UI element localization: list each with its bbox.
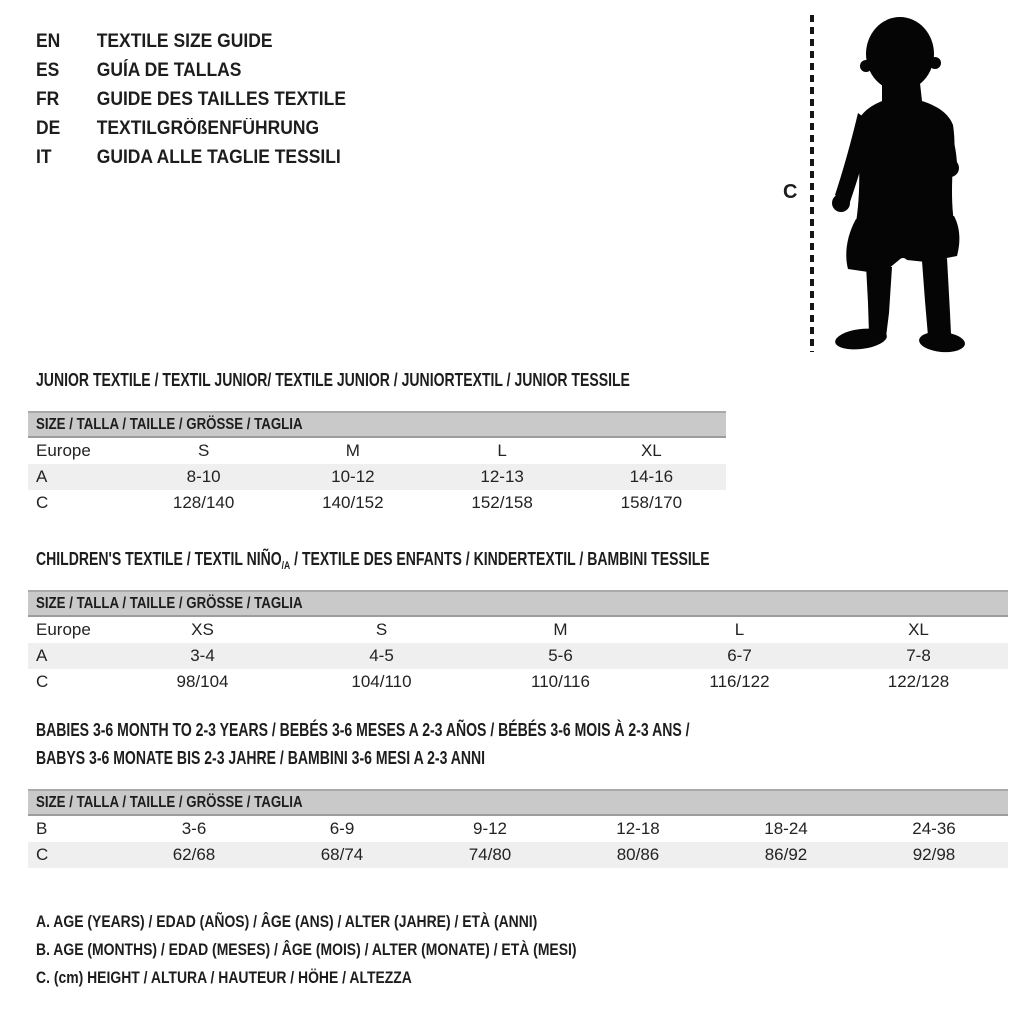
size-header-band — [28, 789, 1008, 816]
row-label: A — [36, 467, 48, 486]
language-code: EN — [36, 31, 61, 52]
row-label: Europe — [36, 620, 91, 639]
table-row-height — [28, 669, 1008, 695]
age-cell: 4-5 — [369, 646, 394, 665]
age-cell: 18-24 — [764, 819, 808, 838]
size-cell: S — [375, 620, 388, 639]
language-code: FR — [36, 89, 60, 110]
age-cell: 12-13 — [480, 467, 524, 486]
table-row-europe — [28, 617, 1008, 643]
babies-section-title-line2: BABYS 3-6 MONATE BIS 2-3 JAHRE / BAMBINI 3-6 MESI A 2-3 ANNI — [36, 748, 486, 768]
height-reference-dotted-line — [810, 15, 814, 352]
language-code: DE — [36, 118, 61, 139]
language-row-en — [36, 27, 346, 56]
age-cell: 6-9 — [329, 819, 355, 838]
legend-line-b: B. AGE (MONTHS) / EDAD (MESES) / ÂGE (MOIS) / ALTER (MONATE) / ETÀ (MESI) — [36, 940, 577, 959]
measurement-legend — [36, 908, 695, 992]
age-cell: 9-12 — [472, 819, 508, 838]
size-header-band — [28, 590, 1008, 617]
table-row-age-months — [28, 816, 1008, 842]
table-row-age — [28, 464, 726, 490]
language-code: ES — [36, 60, 60, 81]
size-header-band — [28, 411, 726, 438]
height-cell: 122/128 — [887, 672, 950, 691]
row-label: C — [36, 845, 49, 864]
row-label: C — [36, 493, 49, 512]
height-cell: 74/80 — [468, 845, 512, 864]
language-label: GUIDA ALLE TAGLIE TESSILI — [96, 147, 341, 168]
children-section-title — [36, 548, 710, 573]
table-row-height — [28, 842, 1008, 868]
height-cell: 158/170 — [620, 493, 683, 512]
size-cell: XL — [908, 620, 929, 639]
height-cell: 92/98 — [912, 845, 956, 864]
size-cell: L — [734, 620, 745, 639]
height-cell: 80/86 — [616, 845, 660, 864]
language-title-list — [36, 27, 373, 172]
children-size-table — [28, 590, 1008, 695]
legend-line-c: C. (cm) HEIGHT / ALTURA / HAUTEUR / HÖHE / ALTEZZA — [36, 968, 412, 987]
age-cell: 10-12 — [331, 467, 375, 486]
size-header-text: SIZE / TALLA / TAILLE / GRÖSSE / TAGLIA — [36, 794, 303, 811]
row-label: Europe — [36, 441, 91, 460]
table-row-height — [28, 490, 726, 516]
row-label: C — [36, 672, 49, 691]
age-cell: 3-6 — [181, 819, 207, 838]
language-row-fr — [36, 85, 346, 114]
language-row-es — [36, 56, 346, 85]
age-cell: 7-8 — [906, 646, 931, 665]
age-cell: 3-4 — [190, 646, 215, 665]
figure-height-label-c: C — [783, 181, 798, 203]
toddler-silhouette-icon — [828, 13, 978, 353]
size-cell: M — [553, 620, 568, 639]
height-cell: 86/92 — [764, 845, 808, 864]
height-cell: 110/116 — [531, 672, 590, 691]
language-code: IT — [36, 147, 52, 168]
language-label: TEXTILGRÖßENFÜHRUNG — [96, 118, 320, 139]
junior-size-table — [28, 411, 726, 516]
legend-line-a: A. AGE (YEARS) / EDAD (AÑOS) / ÂGE (ANS) / ALTER (JAHRE) / ETÀ (ANNI) — [36, 912, 538, 931]
table-row-age — [28, 643, 1008, 669]
children-title-part2: / TEXTILE DES ENFANTS / KINDERTEXTIL / BAMBINI TESSILE — [290, 549, 710, 569]
language-row-de — [36, 114, 346, 143]
size-header-text: SIZE / TALLA / TAILLE / GRÖSSE / TAGLIA — [36, 416, 303, 433]
size-cell: XS — [191, 620, 214, 639]
language-row-it — [36, 143, 346, 172]
table-row-europe — [28, 438, 726, 464]
age-cell: 14-16 — [629, 467, 674, 486]
children-title-subscript: /A — [281, 560, 291, 572]
junior-section-title: JUNIOR TEXTILE / TEXTIL JUNIOR/ TEXTILE JUNIOR / JUNIORTEXTIL / JUNIOR TESSILE — [36, 370, 630, 390]
height-cell: 68/74 — [320, 845, 364, 864]
size-cell: M — [345, 441, 360, 460]
size-header-text: SIZE / TALLA / TAILLE / GRÖSSE / TAGLIA — [36, 595, 303, 612]
size-cell: S — [197, 441, 210, 460]
children-title-part1: CHILDREN'S TEXTILE / TEXTIL NIÑO — [36, 549, 282, 569]
babies-section-title-line1: BABIES 3-6 MONTH TO 2-3 YEARS / BEBÉS 3-6 MESES A 2-3 AÑOS / BÉBÉS 3-6 MOIS À 2-3 ANS / — [36, 720, 690, 740]
age-cell: 24-36 — [912, 819, 956, 838]
height-cell: 140/152 — [322, 493, 384, 512]
row-label: B — [36, 819, 48, 838]
age-cell: 8-10 — [186, 467, 221, 486]
height-cell: 152/158 — [471, 493, 533, 512]
age-cell: 6-7 — [727, 646, 752, 665]
language-label: GUÍA DE TALLAS — [96, 60, 242, 81]
height-cell: 116/122 — [709, 672, 770, 691]
language-label: GUIDE DES TAILLES TEXTILE — [96, 89, 346, 110]
age-cell: 12-18 — [616, 819, 660, 838]
height-cell: 128/140 — [172, 493, 235, 512]
height-cell: 62/68 — [172, 845, 216, 864]
height-cell: 98/104 — [176, 672, 229, 691]
babies-size-table — [28, 789, 1008, 868]
size-cell: L — [497, 441, 507, 460]
age-cell: 5-6 — [548, 646, 573, 665]
height-cell: 104/110 — [351, 672, 412, 691]
row-label: A — [36, 646, 48, 665]
size-cell: XL — [640, 441, 662, 460]
language-label: TEXTILE SIZE GUIDE — [96, 31, 273, 52]
